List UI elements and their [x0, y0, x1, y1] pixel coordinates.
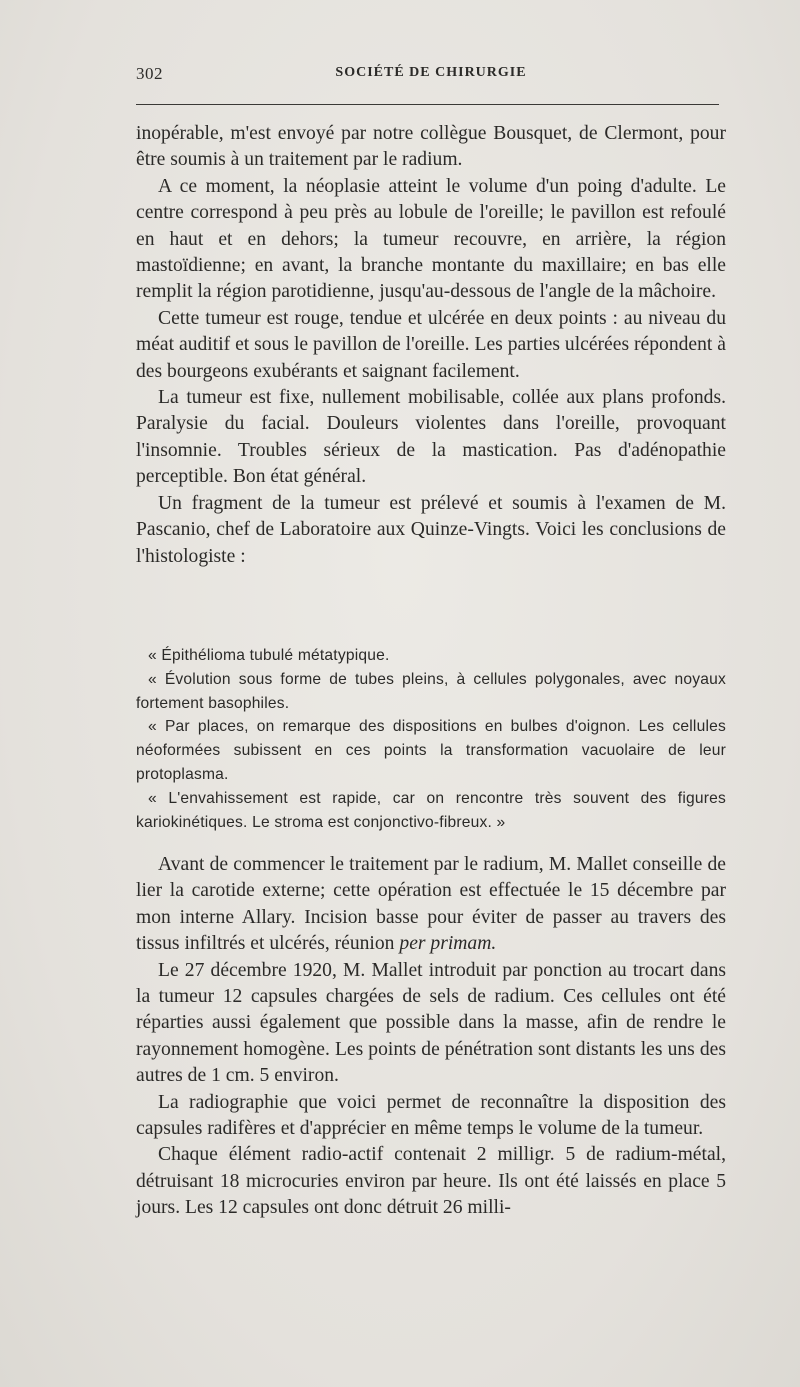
- running-title: SOCIÉTÉ DE CHIRURGIE: [335, 65, 527, 80]
- paragraph: La tumeur est fixe, nullement mobilisable, collée aux plans profonds. Paralysie du facial. Douleurs violentes dans l'oreille, provoquant l'insomnie. Troubles sérieux de la mastication. Pas d'adénopathie perceptible. Bon état général.: [136, 387, 726, 488]
- paragraph: A ce moment, la néoplasie atteint le volume d'un poing d'adulte. Le centre correspond à peu près au lobule de l'oreille; le pavillon est refoulé en haut et en dehors; la tumeur recouvre, en arrière, la région mastoïdienne; en avant, la branche montante du maxillaire; en bas elle remplit la région parotidienne, jusqu'au-dessous de l'angle de la mâchoire.: [136, 175, 726, 303]
- paragraph: inopérable, m'est envoyé par notre collègue Bousquet, de Clermont, pour être soumis à un traitement par le radium.: [136, 123, 726, 171]
- paragraph: Cette tumeur est rouge, tendue et ulcérée en deux points : au niveau du méat auditif et sous le pavillon de l'oreille. Les parties ulcérées répondent à des bourgeons exubérants et saignant facilement.: [136, 307, 726, 382]
- body-text-section-2: [136, 852, 726, 1222]
- quote-line: « Épithélioma tubulé métatypique.: [148, 647, 390, 664]
- quote-line: « Évolution sous forme de tubes pleins, à cellules polygonales, avec noyaux fortement basophiles.: [136, 670, 726, 712]
- page-number: 302: [136, 64, 163, 83]
- histology-quote: [136, 644, 726, 834]
- page-header: [136, 64, 726, 88]
- paragraph: Chaque élément radio-actif contenait 2 milligr. 5 de radium-métal, détruisant 18 microcuries environ par heure. Ils ont été laissés en place 5 jours. Les 12 capsules ont donc détruit 26 milli-: [136, 1144, 726, 1219]
- latin-phrase: per primam.: [399, 933, 497, 955]
- paragraph: Un fragment de la tumeur est prélevé et soumis à l'examen de M. Pascanio, chef de Laboratoire aux Quinze-Vingts. Voici les conclusions de l'histologiste :: [136, 492, 726, 567]
- header-rule: [136, 104, 719, 105]
- paragraph: [136, 852, 726, 958]
- quote-line: « L'envahissement est rapide, car on rencontre très souvent des figures kariokinétiques. Le stroma est conjonctivo-fibreux. »: [136, 789, 726, 831]
- paragraph-text: Avant de commencer le traitement par le radium, M. Mallet conseille de lier la carotide externe; cette opération est effectuée le 15 décembre par mon interne Allary. Incision basse pour éviter de passer au travers des tissus infiltrés et ulcérés, réunion: [136, 854, 726, 955]
- body-text-section-1: [136, 121, 726, 570]
- paragraph: Le 27 décembre 1920, M. Mallet introduit par ponction au trocart dans la tumeur 12 capsules chargées de sels de radium. Ces cellules ont été réparties aussi également que possible dans la masse, afin de rendre le rayonnement homogène. Les points de pénétration sont distants les uns des autres de 1 cm. 5 environ.: [136, 959, 726, 1087]
- paragraph: La radiographie que voici permet de reconnaître la disposition des capsules radifères et d'apprécier en même temps le volume de la tumeur.: [136, 1091, 726, 1140]
- quote-line: « Par places, on remarque des dispositions en bulbes d'oignon. Les cellules néoformées subissent en ces points la transformation vacuolaire de leur protoplasma.: [136, 718, 726, 783]
